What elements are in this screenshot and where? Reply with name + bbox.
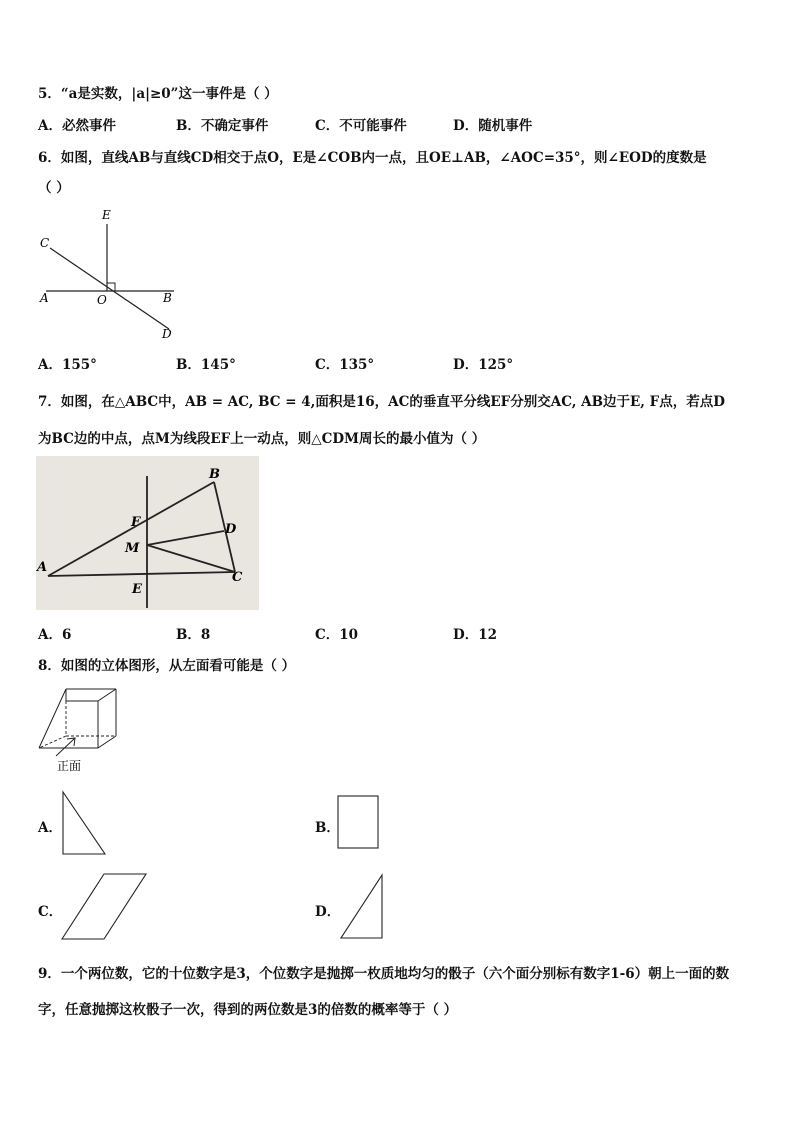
label-d: D	[162, 327, 172, 341]
q5-option-d: D．随机事件	[453, 118, 533, 134]
label-m: M	[125, 541, 140, 556]
label-b: B	[209, 467, 220, 482]
label-a: A	[37, 560, 48, 575]
q8-solid-figure	[34, 684, 134, 776]
q8-option-a-shape	[60, 790, 110, 858]
label-a: A	[40, 291, 49, 305]
q7-option-c: C．10	[315, 627, 359, 643]
q8-option-c-shape	[60, 872, 150, 942]
q8-option-c: C．	[38, 904, 63, 920]
front-label: 正面	[57, 759, 82, 773]
q9-stem-line2: 字，任意抛掷这枚骰子一次，得到的两位数是3的倍数的概率等于（ ）	[38, 1002, 458, 1018]
label-o: O	[97, 293, 107, 307]
label-f: F	[131, 515, 141, 530]
q8-option-b-shape	[336, 794, 382, 852]
q7-option-a: A．6	[38, 627, 72, 643]
label-b: B	[163, 291, 172, 305]
q6-stem-continued: （ ）	[38, 180, 70, 196]
q8-stem: 8．如图的立体图形，从左面看可能是（ ）	[38, 658, 296, 674]
q6-option-c: C．135°	[315, 357, 375, 373]
label-e: E	[132, 582, 142, 597]
q7-option-d: D．12	[453, 627, 497, 643]
front-arrow	[56, 738, 75, 756]
q5-stem: 5．“a是实数，|a|≥0”这一事件是（ ）	[38, 86, 278, 102]
q7-stem-line1: 7．如图，在△ABC中，AB = AC, BC = 4,面积是16，AC的垂直平分线EF分别交AC, AB边于E, F点，若点D	[38, 394, 725, 410]
label-e: E	[102, 208, 111, 222]
q5-option-b: B．不确定事件	[176, 118, 269, 134]
label-c: C	[232, 570, 243, 585]
q9-stem-line1: 9．一个两位数，它的十位数字是3，个位数字是抛掷一枚质地均匀的骰子（六个面分别标有数字1-6）朝上一面的数	[38, 966, 730, 982]
q5-option-c: C．不可能事件	[315, 118, 407, 134]
q6-figure	[34, 204, 184, 344]
label-d: D	[225, 522, 237, 537]
q8-option-a: A．	[38, 820, 62, 836]
line-cd	[50, 248, 169, 329]
q8-option-d-shape	[338, 873, 388, 941]
q7-stem-line2: 为BC边的中点，点M为线段EF上一动点，则△CDM周长的最小值为（ ）	[38, 431, 486, 447]
q8-option-b: B．	[315, 820, 340, 836]
q5-option-a: A．必然事件	[38, 118, 116, 134]
q6-stem: 6．如图，直线AB与直线CD相交于点O，E是∠COB内一点，且OE⊥AB，∠AOC=35°，则∠EOD的度数是	[38, 150, 707, 166]
q8-option-d: D．	[315, 904, 341, 920]
q6-option-d: D．125°	[453, 357, 514, 373]
q7-figure	[36, 456, 259, 610]
label-c: C	[40, 236, 50, 250]
q6-option-b: B．145°	[176, 357, 236, 373]
q6-option-a: A．155°	[38, 357, 97, 373]
q7-option-b: B．8	[176, 627, 211, 643]
